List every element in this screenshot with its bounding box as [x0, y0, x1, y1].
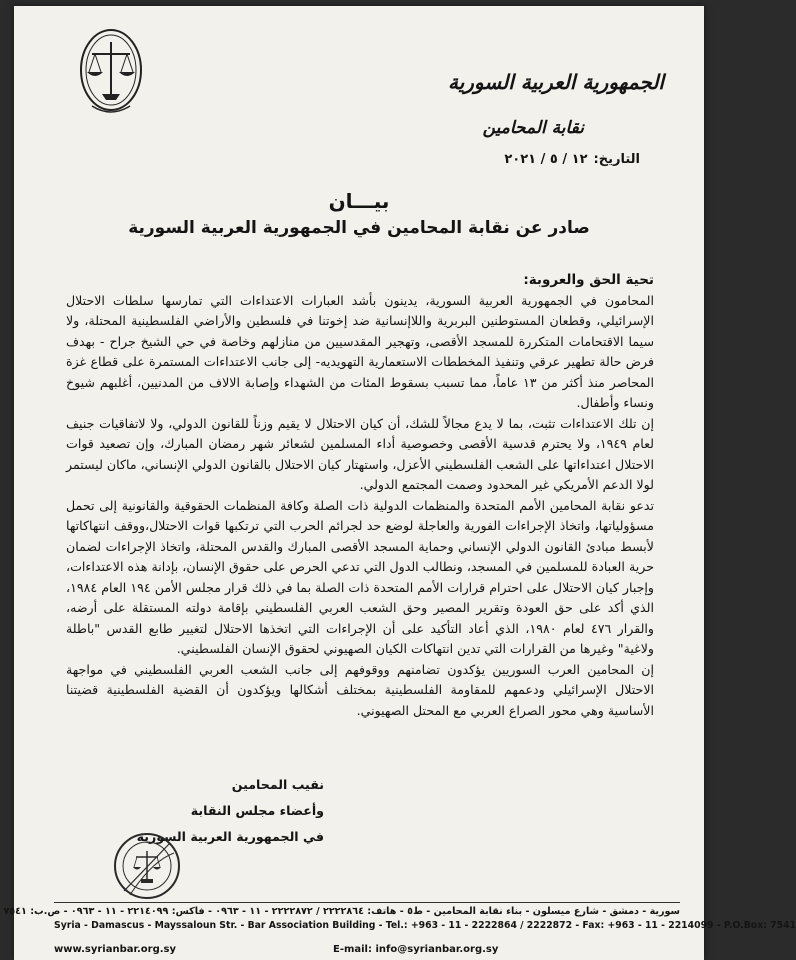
- statement-title: بيـــان: [328, 189, 390, 213]
- letterhead-republic: الجمهورية العربية السورية: [448, 70, 664, 94]
- paragraph: إن المحامين العرب السوريين يؤكدون تضامنهم ووقوفهم إلى جانب الشعب العربي الفلسطيني في مواجهة الاحتلال الإسرائيلي ودعمهم للمقاومة الفلسطينية بمختلف أشكالها ويؤكدون أن القضية الفلسطينية قضيتنا الأساسية وهي محور الصراع العربي مع المحتل الصهيوني.: [66, 661, 654, 718]
- date-label: التاريخ:: [593, 152, 640, 167]
- footer-email: info@syrianbar.org.sy: [375, 944, 499, 955]
- official-seal-stamp: [112, 831, 182, 901]
- paragraph: تدعو نقابة المحامين الأمم المتحدة والمنظمات الدولية ذات الصلة وكافة المنظمات الحقوقية والقانونية إلى تحمل مسؤولياتها، واتخاذ الإجراءات الفورية والعاجلة لوضع حد لجرائم الحرب التي ترتكبها قوات الاحتلال،ووقف انتهاكاتها لأبسط مبادئ القانون الدولي الإنساني وحماية المسجد الأقصى المبارك والقدس المحتلة، واتخاذ الإجراءات لضمان حرية العبادة للمسلمين في المسجد، ونطالب الدول التي تدعي الحرص على حقوق الإنسان، بإدانة هذه الاعتداءات، وإجبار كيان الاحتلال على احترام قرارات الأمم المتحدة ذات الصلة بما في ذلك قرار مجلس الأمن ١٩٤ العام ١٩٨٤، الذي أكد على حق العودة وتقرير المصير وحق الشعب العربي الفلسطيني بإقامة دولته المستقلة على أرضه، والقرار ٤٧٦ لعام ١٩٨٠، الذي أعاد التأكيد على أن الإجراءات التي اتخذها الاحتلال لتغيير طابع القدس "باطلة ولاغية" وغيرها من القرارات التي تدين انتهاكات الكيان الصهيوني لحقوق الإنسان الفلسطيني.: [66, 497, 654, 656]
- letterhead-syndicate: نقابة المحامين: [482, 118, 584, 138]
- footer-website: www.syrianbar.org.sy: [54, 944, 177, 955]
- signature-line: نقيب المحامين: [231, 777, 324, 792]
- footer-contact: [54, 944, 680, 955]
- footer-arabic-address: سورية - دمشق - شارع ميسلون - بناء نقابة المحامين - ط٥ - هاتف: ٢٢٢٢٨٦٤ / ٢٢٢٢٨٧٢ - ١١ - ٠٩٦٣ - فاكس: ٢٢١٤٠٩٩ - ١١ - ٠٩٦٣ - ص.ب: ٧٥٤١: [3, 906, 680, 917]
- greeting: تحية الحق والعروبة:: [523, 272, 654, 288]
- statement-subtitle: صادر عن نقابة المحامين في الجمهورية العربية السورية: [128, 218, 590, 238]
- paragraph: المحامون في الجمهورية العربية السورية، يدينون بأشد العبارات الاعتداءات التي تمارسها سلطات الاحتلال الإسرائيلي، وقطعان المستوطنين البربرية واللاإنسانية ضد إخوتنا في فلسطين والأراضي الفلسطينية المحتلة، ولا سيما الاقتحامات المتكررة للمسجد الأقصى، وتهجير المقدسيين من منازلهم وخاصة في حي الشيخ جراح - بهدف فرض حالة تطهير عرقي وتنفيذ المخططات الاستعمارية التهويديه- إلى جانب الاعتداءات المستمرة على قطاع غزة المحاصر منذ أكثر من ١٣ عاماً، مما تسبب بسقوط المئات من الشهداء وإصابة الالاف من المدنيين، أغلبهم شيوخ ونساء وأطفال.: [66, 292, 654, 410]
- footer-english-address: Syria - Damascus - Mayssaloun Str. - Bar Association Building - Tel.: +963 - 11 - 2222864 / 2222872 - Fax: +963 - 11 - 2214099 - P.O.Box: 7541: [54, 920, 796, 931]
- scales-of-justice-logo: [78, 28, 144, 116]
- statement-body: [66, 270, 654, 721]
- paragraph: إن تلك الاعتداءات تثبت، بما لا يدع مجالاً للشك، أن كيان الاحتلال لا يقيم وزناً للقانون الدولي، ولا لاتفاقيات جنيف لعام ١٩٤٩، ولا يحترم قدسية الأقصى وخصوصية أداء المسلمين لشعائر شهر رمضان المبارك، وإن تصعيد قوات الاحتلال اعتداءاتها على الشعب الفلسطيني الأعزل، واستهتار كيان الاحتلال بالقانون الدولي الإنساني، ماكان ليستمر لولا الدعم الأمريكي غير المحدود وصمت المجتمع الدولي.: [66, 415, 654, 492]
- signature-line: في الجمهورية العربية السورية: [136, 829, 324, 844]
- footer-email-label: E-mail:: [332, 944, 372, 955]
- footer-divider: [54, 902, 680, 903]
- date-line: [504, 152, 640, 167]
- date-value: ١٢ / ٥ / ٢٠٢١: [504, 152, 588, 167]
- document-page: [3, 6, 796, 960]
- signature-line: وأعضاء مجلس النقابة: [190, 803, 324, 818]
